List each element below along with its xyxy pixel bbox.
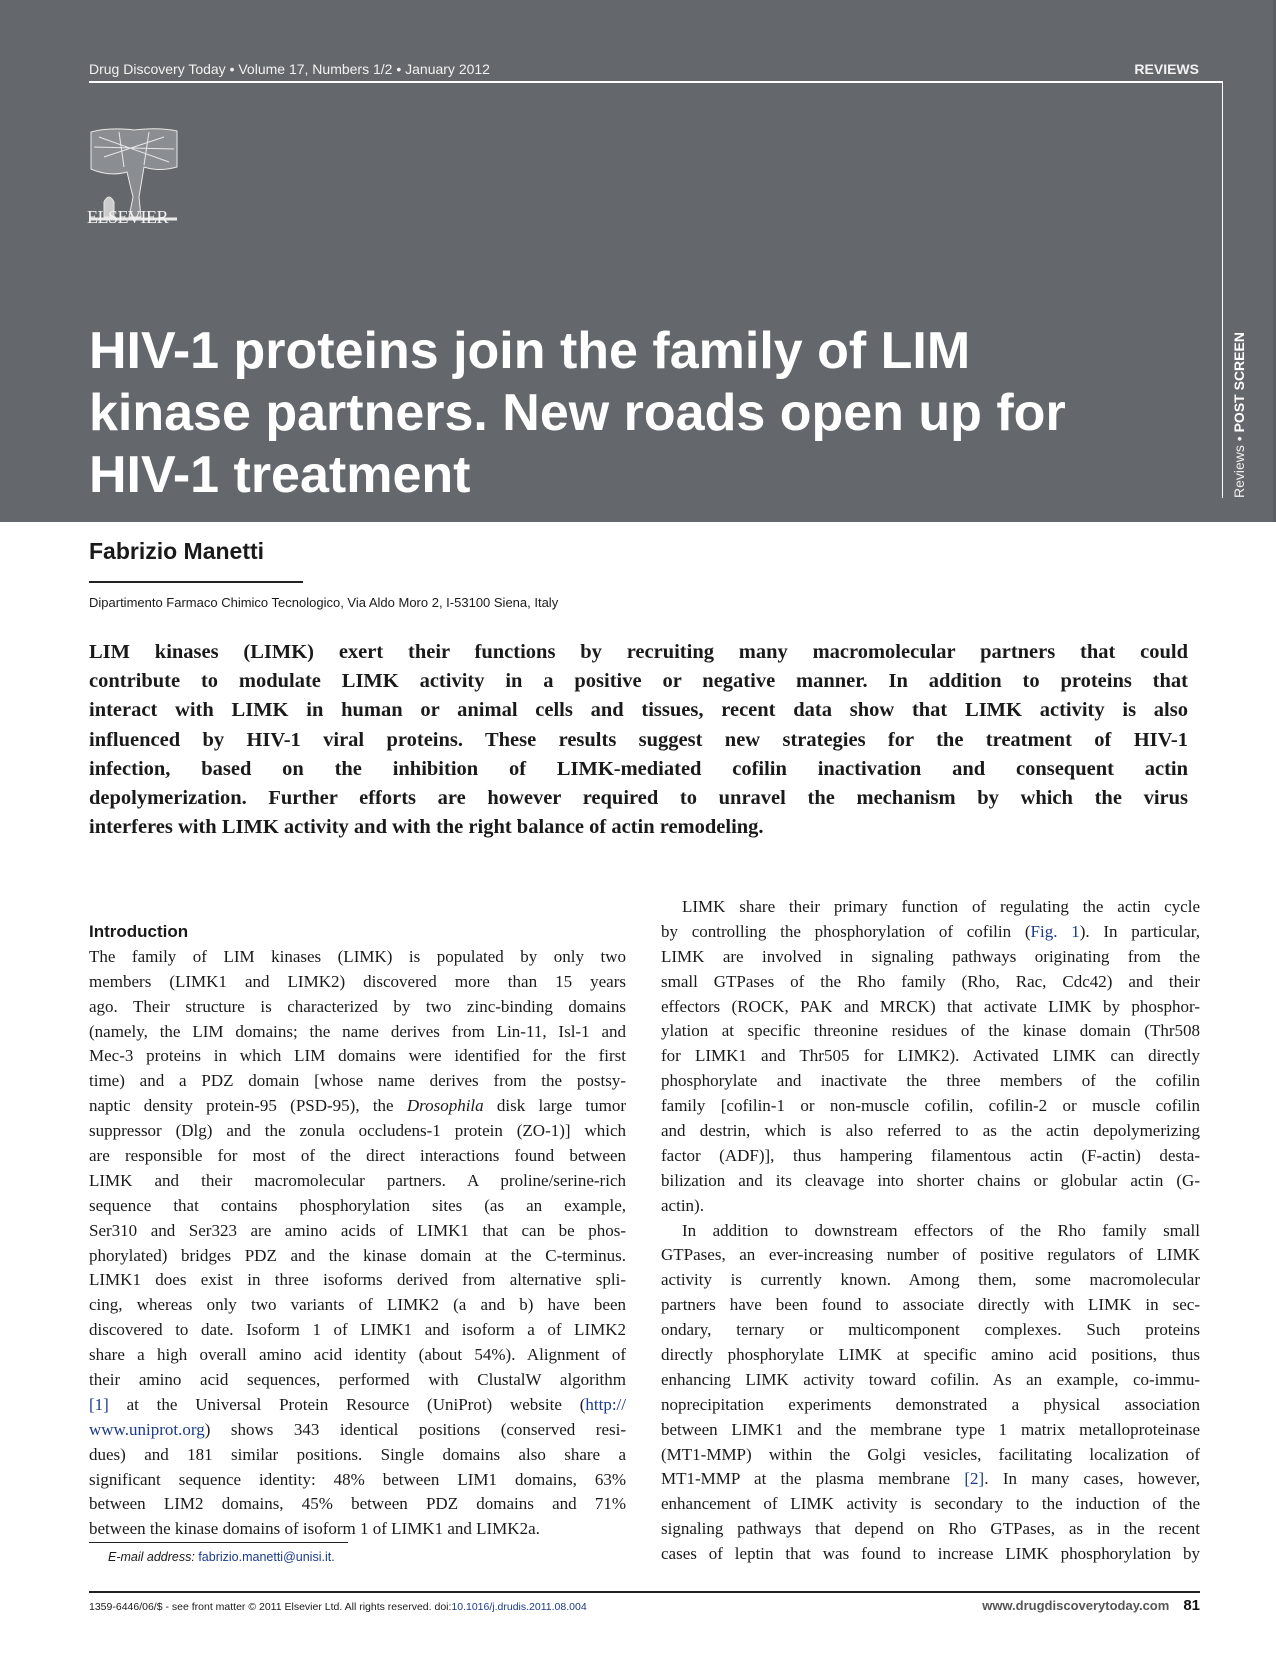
text-line: between LIM2 domains, 45% between PDZ domains and 71% [89,1494,626,1514]
text-line: phosphorylate and inactivate the three members of the cofilin [661,1071,1200,1091]
author-rule [89,581,303,583]
reference-link[interactable]: www.uniprot.org [89,1419,205,1439]
abstract-line: interact with LIMK in human or animal cells and tissues, recent data show that LIMK activity is also [89,699,1188,722]
doi-link[interactable]: 10.1016/j.drudis.2011.08.004 [451,1601,587,1613]
text-line: GTPases, an ever-increasing number of positive regulators of LIMK [661,1245,1200,1265]
text-line: signaling pathways that depend on Rho GTPases, as in the recent [661,1519,1200,1539]
text-line: LIMK1 does exist in three isoforms derived from alternative spli- [89,1270,626,1290]
abstract-line: contribute to modulate LIMK activity in a positive or negative manner. In addition to proteins that [89,670,1188,693]
abstract-line: infection, based on the inhibition of LIMK-mediated cofilin inactivation and consequent actin [89,757,1188,780]
text-line [661,1467,1200,1492]
text-segment: naptic density protein-95 (PSD-95), the [89,1096,407,1116]
footnote [108,1550,335,1564]
affiliation: Dipartimento Farmaco Chimico Tecnologico, Via Aldo Moro 2, I-53100 Siena, Italy [89,595,559,610]
text-line: phorylated) bridges PDZ and the kinase domain at the C-terminus. [89,1245,626,1265]
italic-text: Drosophila [406,1096,484,1116]
text-line: dues) and 181 similar positions. Single domains also share a [89,1444,626,1464]
text-segment: . In many cases, however, [984,1469,1200,1489]
text-line: time) and a PDZ domain [whose name derives from the postsy- [89,1071,626,1091]
text-line [89,1094,626,1119]
text-line: Mec-3 proteins in which LIM domains were identified for the first [89,1046,626,1066]
text-line: suppressor (Dlg) and the zonula occludens-1 protein (ZO-1)] which [89,1121,626,1141]
abstract-line: LIM kinases (LIMK) exert their functions by recruiting many macromolecular partners that could [89,641,1188,663]
text-line [89,1393,626,1418]
title-line: HIV-1 proteins join the family of LIM [89,322,971,380]
reference-link[interactable]: Fig. 1 [1030,921,1080,941]
text-line: (MT1-MMP) within the Golgi vesicles, facilitating localization of [661,1444,1200,1464]
text-line: cing, whereas only two variants of LIMK2 (a and b) have been [89,1295,626,1315]
article-title [89,320,1066,506]
text-line: sequence that contains phosphorylation sites (as an example, [89,1195,626,1215]
right-column [661,895,1200,1567]
text-line: The family of LIM kinases (LIMK) is populated by only two [89,946,626,966]
abstract [89,638,1188,842]
text-line: actin). [661,1195,704,1215]
author-name: Fabrizio Manetti [89,538,265,564]
page-number: 81 [1183,1597,1200,1614]
text-line: bilization and its cleavage into shorter chains or globular actin (G- [661,1170,1200,1190]
elsevier-wordmark: ELSEVIER [87,207,168,227]
text-segment: by controlling the phosphorylation of cofilin ( [661,921,1031,941]
footer-rule [89,1591,1200,1593]
text-line: significant sequence identity: 48% between LIM1 domains, 63% [89,1469,626,1489]
text-segment: disk large tumor [483,1096,626,1116]
text-line: LIMK are involved in signaling pathways originating from the [661,946,1200,966]
side-tab-separator: • [1231,432,1247,446]
text-line: enhancing LIMK activity toward cofilin. As an example, co-immu- [661,1369,1200,1389]
journal-citation: Drug Discovery Today • Volume 17, Numbers 1/2 • January 2012 [89,61,490,77]
text-line: and destrin, which is also referred to as the actin depolymerizing [661,1121,1200,1141]
text-line: members (LIMK1 and LIMK2) discovered more than 15 years [89,971,626,991]
abstract-line: interferes with LIMK activity and with the right balance of actin remodeling. [89,816,764,839]
text-line: factor (ADF)], thus hampering filamentous actin (F-actin) desta- [661,1145,1200,1165]
section-heading: Introduction [89,922,189,941]
email-label: E-mail address: [108,1550,195,1564]
text-segment: MT1-MMP at the plasma membrane [661,1469,965,1489]
text-segment: ). In particular, [1079,921,1200,941]
section-label: REVIEWS [1134,61,1199,77]
text-line: noprecipitation experiments demonstrated a physical association [661,1394,1200,1414]
text-line [661,920,1200,945]
text-line [89,1418,626,1443]
left-column [89,920,626,1542]
text-line: LIMK and their macromolecular partners. A proline/serine-rich [89,1170,626,1190]
text-line: discovered to date. Isoform 1 of LIMK1 and isoform a of LIMK2 [89,1320,626,1340]
abstract-line: depolymerization. Further efforts are however required to unravel the mechanism by which the virus [89,786,1188,809]
text-line: their amino acid sequences, performed with ClustalW algorithm [89,1370,626,1390]
text-line: are responsible for most of the direct interactions found between [89,1146,626,1166]
text-line: share a high overall amino acid identity (about 54%). Alignment of [89,1345,626,1365]
email-link[interactable]: fabrizio.manetti@unisi.it. [198,1550,335,1564]
text-line: enhancement of LIMK activity is secondary to the induction of the [661,1494,1200,1514]
title-line: kinase partners. New roads open up for [89,384,1066,442]
title-line: HIV-1 treatment [89,446,471,504]
text-line: directly phosphorylate LIMK at specific amino acid positions, thus [661,1345,1200,1365]
footer-right [982,1597,1200,1614]
text-line: In addition to downstream effectors of the Rho family small [682,1220,1200,1240]
footer-copyright [89,1601,587,1613]
website-link[interactable]: www.drugdiscoverytoday.com [982,1598,1170,1613]
text-line: partners have been found to associate directly with LIMK in sec- [661,1295,1200,1315]
text-segment: ) shows 343 identical positions (conserved resi- [204,1419,626,1439]
side-tab-prefix: Reviews [1231,445,1247,498]
text-line: small GTPases of the Rho family (Rho, Rac, Cdc42) and their [661,971,1200,991]
text-line: activity is currently known. Among them, some macromolecular [661,1270,1200,1290]
side-tab [1231,332,1247,498]
text-line: ondary, ternary or multicomponent complexes. Such proteins [661,1320,1200,1340]
copyright-text: 1359-6446/06/$ - see front matter © 2011 Elsevier Ltd. All rights reserved. doi: [89,1601,452,1613]
text-line: family [cofilin-1 or non-muscle cofilin, cofilin-2 or muscle cofilin [661,1096,1200,1116]
footnote-rule [89,1542,348,1543]
text-line: LIMK share their primary function of regulating the actin cycle [682,897,1200,916]
reference-link[interactable]: http:// [585,1394,626,1414]
reference-link[interactable]: [1] [89,1394,109,1414]
header-rule [89,81,1223,83]
side-rule [1222,81,1223,498]
text-line: (namely, the LIM domains; the name derives from Lin-11, Isl-1 and [89,1021,626,1041]
text-line: for LIMK1 and Thr505 for LIMK2). Activated LIMK can directly [661,1046,1200,1066]
reference-link[interactable]: [2] [964,1469,985,1489]
text-line: ago. Their structure is characterized by two zinc-binding domains [89,996,626,1016]
text-line: between LIMK1 and the membrane type 1 matrix metalloproteinase [661,1419,1200,1439]
text-line: ylation at specific threonine residues of the kinase domain (Thr508 [661,1021,1200,1041]
text-line: effectors (ROCK, PAK and MRCK) that activate LIMK by phosphor- [661,996,1200,1016]
side-tab-label: POST SCREEN [1231,332,1247,433]
text-line: cases of leptin that was found to increase LIMK phosphorylation by [661,1544,1200,1564]
text-line: between the kinase domains of isoform 1 of LIMK1 and LIMK2a. [89,1519,540,1539]
text-segment: at the Universal Protein Resource (UniProt) website ( [108,1394,586,1414]
abstract-line: influenced by HIV-1 viral proteins. These results suggest new strategies for the treatment of HIV-1 [89,728,1188,751]
text-line: Ser310 and Ser323 are amino acids of LIMK1 that can be phos- [89,1220,626,1240]
